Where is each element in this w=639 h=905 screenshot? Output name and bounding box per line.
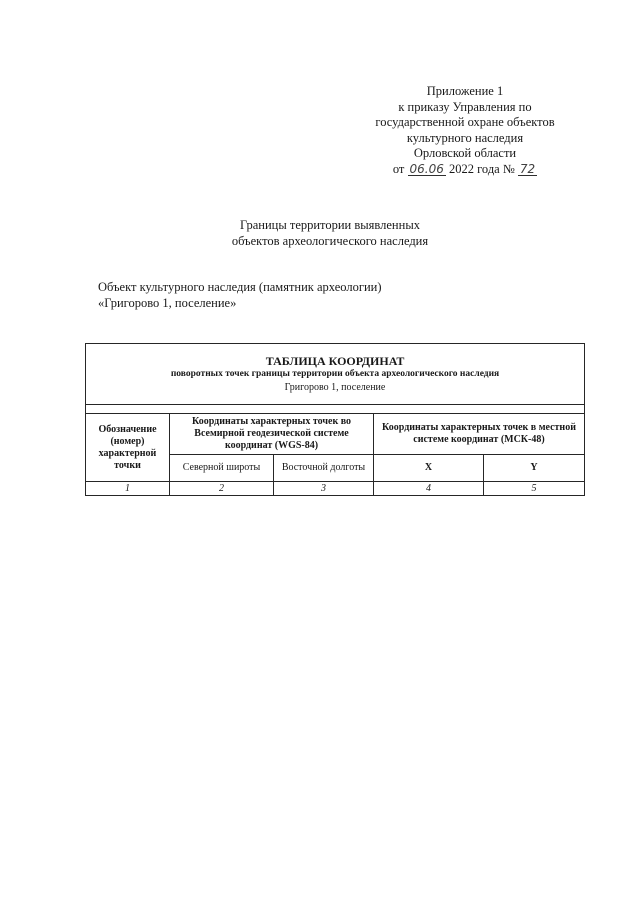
table-number-row — [86, 482, 585, 496]
object-description — [98, 280, 498, 311]
heading-line-1: Границы территории выявленных — [240, 218, 420, 232]
table-header-row-1 — [86, 414, 585, 455]
heading-line-2: объектов археологического наследия — [231, 233, 429, 248]
column-number-5: 5 — [484, 482, 585, 496]
table-title: ТАБЛИЦА КООРДИНАТ — [265, 354, 405, 368]
coordinates-table — [85, 343, 585, 496]
appendix-region-line: Орловской области — [413, 146, 517, 161]
header-north: Северной широты — [170, 455, 274, 482]
appendix-order-line: к приказу Управления по — [398, 99, 532, 114]
table-title-cell — [86, 344, 585, 405]
handwritten-order-number: 72 — [519, 161, 536, 176]
header-point: Обозначение (номер) характерной точки — [86, 414, 170, 482]
column-number-4: 4 — [374, 482, 484, 496]
column-number-2: 2 — [170, 482, 274, 496]
object-line-1: Объект культурного наследия (памятник археологии) — [98, 280, 382, 294]
table-place: Григорово 1, поселение — [284, 382, 386, 393]
table-title-row — [86, 344, 585, 405]
year-text: 2022 года № — [448, 161, 515, 176]
header-x: X — [374, 455, 484, 482]
document-heading — [200, 218, 460, 249]
header-msk: Координаты характерных точек в местной системе координат (МСК-48) — [374, 414, 585, 455]
appendix-block — [360, 84, 570, 178]
header-east: Восточной долготы — [274, 455, 374, 482]
object-line-2: «Григорово 1, поселение» — [98, 295, 237, 310]
column-number-1: 1 — [86, 482, 170, 496]
appendix-heritage-line: культурного наследия — [406, 130, 524, 145]
date-prefix: от — [392, 161, 405, 176]
table-spacer-row — [86, 405, 585, 414]
handwritten-date: 06.06 — [409, 161, 444, 176]
table-spacer-cell — [86, 405, 585, 414]
table-subtitle: поворотных точек границы территории объекта археологического наследия — [170, 369, 500, 379]
header-y: Y — [484, 455, 585, 482]
appendix-authority-line: государственной охране объектов — [375, 115, 555, 130]
appendix-title: Приложение 1 — [426, 84, 504, 98]
column-number-3: 3 — [274, 482, 374, 496]
appendix-date-line — [360, 162, 570, 178]
header-wgs: Координаты характерных точек во Всемирной геодезической системе координат (WGS-84) — [170, 414, 374, 455]
